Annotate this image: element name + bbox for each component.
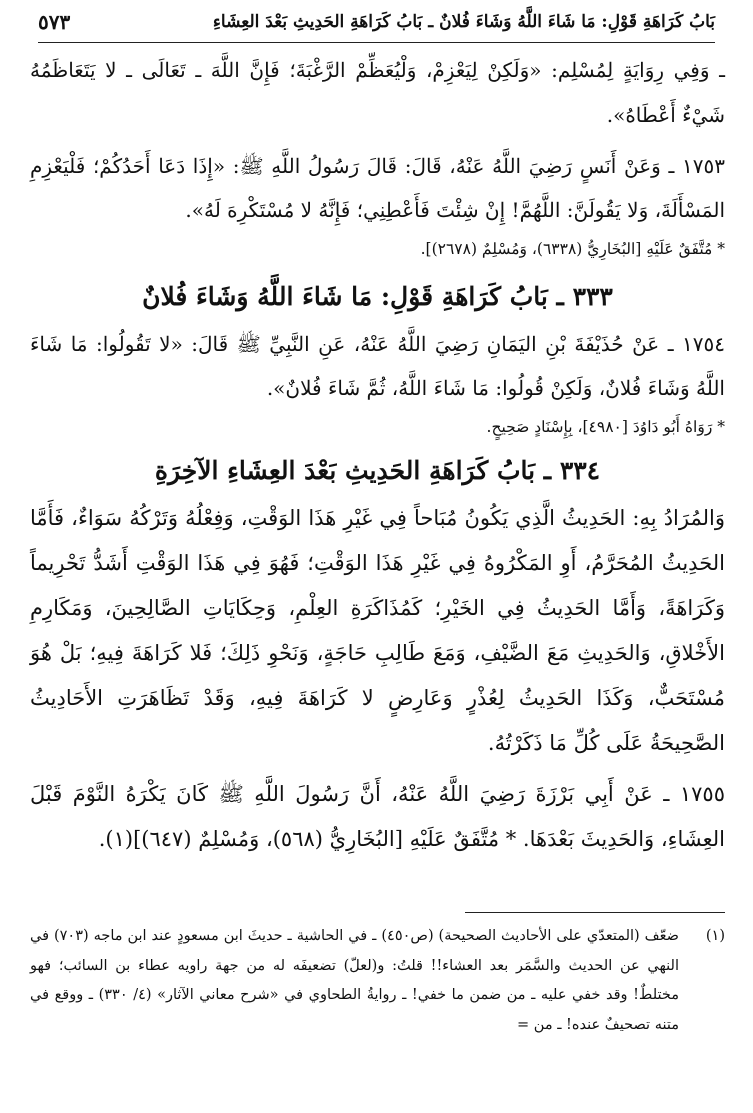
hadith-1755: ١٧٥٥ ـ عَنْ أَبِي بَرْزَةَ رَضِيَ اللَّهُ عَنْهُ، أَنَّ رَسُولَ اللَّهِ ﷺ كَانَ يَكْرَهُ النَّوْمَ قَبْلَ العِشَاءِ، وَالحَدِيثَ بَعْدَهَا. * مُتَّفَقٌ عَلَيْهِ [البُخَارِيُّ (٥٦٨)، وَمُسْلِمٌ (٦٤٧)](١). (30, 782, 725, 851)
hadith-1754-reference: * رَوَاهُ أَبُو دَاوُدَ [٤٩٨٠]، بِإِسْنَادٍ صَحِيحٍ. (486, 418, 725, 436)
hadith-1753: ١٧٥٣ ـ وَعَنْ أَنَسٍ رَضِيَ اللَّهُ عَنْهُ، قَالَ: قَالَ رَسُولُ اللَّهِ ﷺ: «إِذَا دَعَا أَحَدُكُمْ؛ فَلْيَعْزِمِ المَسْأَلَةَ، وَلا يَقُولَنَّ: اللَّهُمَّ! إِنْ شِئْتَ فَأَعْطِنِي؛ فَإِنَّهُ لا مُسْتَكْرِهَ لَهُ». (30, 154, 725, 222)
hadith-1754: ١٧٥٤ ـ عَنْ حُذَيْفَةَ بْنِ اليَمَانِ رَضِيَ اللَّهُ عَنْهُ، عَنِ النَّبِيِّ ﷺ قَالَ: «لا تَقُولُوا: مَا شَاءَ اللَّهُ وَشَاءَ فُلانٌ، وَلَكِنْ قُولُوا: مَا شَاءَ اللَّهُ، ثُمَّ شَاءَ فُلانٌ». (30, 332, 725, 400)
chapter-explanation: وَالمُرَادُ بِهِ: الحَدِيثُ الَّذِي يَكُونُ مُبَاحاً فِي غَيْرِ هَذَا الوَقْتِ، وَفِعْلُهُ وَتَرْكُهُ سَوَاءٌ، فَأَمَّا الحَدِيثُ المُحَرَّمُ، أَوِ المَكْرُوهُ فِي غَيْرِ هَذَا الوَقْتِ؛ فَهُوَ فِي هَذَا الوَقْتِ أَشَدُّ تَحْرِيماً وَكَرَاهَةً، وَأَمَّا الحَدِيثُ فِي الخَيْرِ؛ كَمُذَاكَرَةِ العِلْمِ، وَحِكَايَاتِ الصَّالِحِينَ، وَمَكَارِمِ الأَخْلاقِ، وَالحَدِيثِ مَعَ الضَّيْفِ، وَمَعَ طَالِبِ حَاجَةٍ، وَنَحْوِ ذَلِكَ؛ فَلا كَرَاهَةَ فِيهِ؛ بَلْ هُوَ مُسْتَحَبٌّ، وَكَذَا الحَدِيثُ لِعُذْرٍ وَعَارِضٍ لا كَرَاهَةَ فِيهِ، وَقَدْ تَظَاهَرَتِ الأَحَادِيثُ الصَّحِيحَةُ عَلَى كُلِّ مَا ذَكَرْتُهُ. (30, 506, 725, 755)
page-body (30, 48, 725, 862)
page-number: ٥٧٣ (38, 10, 71, 34)
chapter-334-heading: ٣٣٤ ـ بَابُ كَرَاهَةِ الحَدِيثِ بَعْدَ العِشَاءِ الآخِرَةِ (154, 456, 601, 485)
intro-paragraph: ـ وَفِي رِوَايَةٍ لِمُسْلِم: «وَلَكِنْ لِيَعْزِمْ، وَلْيُعَظِّمْ الرَّغْبَةَ؛ فَإِنَّ اللَّهَ ـ تَعَالَى ـ لا يَتَعَاظَمُهُ شَيْءٌ أَعْطَاهُ». (30, 58, 725, 127)
footnotes (30, 922, 725, 1040)
footnote-item (30, 922, 725, 1040)
hadith-1753-reference: * مُتَّفَقٌ عَلَيْهِ [البُخَارِيُّ (٦٣٣٨)، وَمُسْلِمٌ (٢٦٧٨)]. (420, 240, 725, 258)
chapter-333-heading: ٣٣٣ ـ بَابُ كَرَاهَةِ قَوْلِ: مَا شَاءَ اللَّهُ وَشَاءَ فُلانٌ (142, 282, 613, 311)
footnote-separator (465, 912, 725, 913)
footnote-text: ضعّف (المتعدّي على الأحاديث الصحيحة) (ص٤٥٠) ـ في الحاشية ـ حديثَ ابن مسعودٍ عند ابن ماجه (٧٠٣) في النهي عن الحديث والسَّمَر بعد العشاء!! قلتُ: و(لعلّ) تضعيفَه له من جهة راويه عطاء بن السائب؛ فهو مختلطٌ! وقد خفي عليه ـ من ضمن ما خفي! ـ روايةُ الطحاوي في «شرح معاني الآثار» (٤/ ٣٣٠) ـ ووقع في متنه تصحيفٌ عنده! ـ من = (30, 928, 679, 1033)
page-header (38, 2, 715, 43)
footnote-number: (١) (705, 928, 725, 944)
running-title: بَابُ كَرَاهَةِ قَوْلِ: مَا شَاءَ اللَّهُ وَشَاءَ فُلانٌ ـ بَابُ كَرَاهَةِ الحَدِيثِ بَعْدَ العِشَاءِ (212, 12, 715, 32)
